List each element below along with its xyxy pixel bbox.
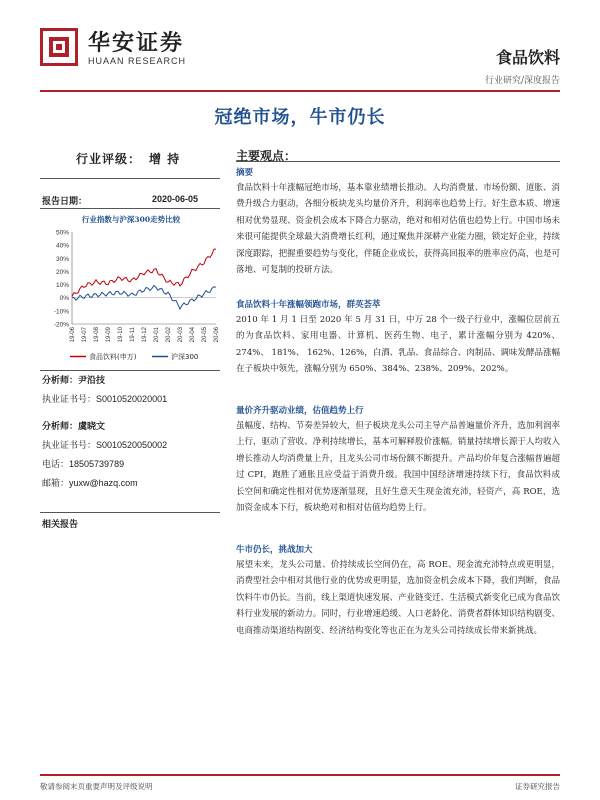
phone-number: 18505739789	[69, 459, 125, 469]
left-divider	[40, 370, 220, 371]
y-tick-label: 0%	[59, 295, 69, 303]
x-tick-label: 20-01	[154, 327, 160, 343]
summary-heading: 摘要	[236, 168, 254, 178]
report-date-label: 报告日期：	[42, 197, 88, 207]
cert-number: S0010520050002	[96, 440, 168, 450]
y-tick-label: 40%	[55, 242, 69, 250]
footer-label: 证券研究报告	[515, 782, 560, 791]
left-divider	[40, 208, 220, 209]
section-paragraph: 展望未来，龙头公司量、价持续成长空间仍在，高 ROE、现金流充沛特点或更明显，消费型社会中相对其他行业的优势或更明显，选加资金机会成本下降，我们判断，食品饮料牛市仍长。当前，线上渠道快速发展、产业链变迁、生活模式新变化已成为食品饮料行业发展的新动力。同时，行业增速趋缓、人口老龄化、消费者群体知识结构剧变、电商推动渠道结构剧变、经济结构变化等也正在为龙头公司持续成长带来新挑战。	[236, 560, 560, 636]
email-label: 邮箱：	[42, 479, 70, 489]
industry-rating	[76, 150, 180, 167]
analyst-label: 分析师：	[42, 422, 79, 432]
cert-label: 执业证书号：	[42, 441, 97, 451]
chart-title: 行业指数与沪深300走势比较	[81, 215, 181, 224]
x-tick-label: 20-05	[202, 327, 208, 343]
y-tick-label: -10%	[53, 308, 69, 316]
analyst-name: 尹沿技	[78, 376, 106, 386]
y-tick-label: 30%	[55, 255, 69, 263]
cert-number: S0010520020001	[96, 394, 168, 404]
y-tick-label: 20%	[55, 268, 69, 276]
analyst-name: 虞晓文	[78, 422, 106, 432]
legend-label: 食品饮料(申万)	[89, 353, 137, 361]
header-divider	[40, 90, 560, 92]
brand-english: HUAAN RESEARCH	[88, 56, 187, 66]
y-tick-label: 10%	[55, 282, 69, 290]
index-comparison-chart	[40, 226, 222, 364]
logo-icon	[40, 28, 78, 66]
summary-paragraph: 食品饮料十年涨幅冠绝市场，基本靠业绩增长推动。人均消费量、市场份额、道胀、消费升级合力驱动，各细分板块龙头均量价齐升，利润率也趋势上行。好生意本质、增速相对优势显现、资金机会成本下降合力驱动，绝对和相对估值也趋势上行。中国市场未来很可能提供全球最大消费增长红利，通过聚焦并深耕产业能力圈，锁定好企业，持续深度跟踪，把握重要趋势与变化，伴随企业成长，获得高回报率的胜率应仍高，也是可落地、可复制的投研方法。	[236, 183, 560, 276]
x-tick-label: 20-04	[190, 327, 196, 343]
related-reports-heading: 相关报告	[42, 520, 79, 530]
analyst-2	[42, 418, 167, 493]
y-tick-label: -20%	[53, 321, 69, 329]
footer-divider	[40, 774, 560, 776]
cert-label: 执业证书号：	[42, 395, 97, 405]
x-tick-label: 19-08	[94, 327, 100, 343]
main-points-heading: 主要观点：	[236, 149, 297, 163]
y-tick-label: 50%	[55, 229, 69, 237]
rating-value: 增 持	[149, 152, 181, 166]
x-tick-label: 19-10	[118, 327, 124, 343]
x-tick-label: 19-11	[130, 327, 136, 342]
series-line	[72, 249, 216, 296]
rating-label: 行业评级：	[76, 152, 142, 166]
left-divider	[40, 178, 220, 179]
x-tick-label: 19-12	[142, 327, 148, 343]
x-tick-label: 19-09	[106, 327, 112, 343]
sector-label: 食品饮料	[495, 48, 560, 67]
section-paragraph: 虽幅度、结构、节奏差异较大，但子板块龙头公司主导产品普遍量价齐升，选加利润率上行，驱动了营收、净利持续增长，基本可解释股价涨幅。销量持续增长源于人均收入增长推动人均消费量上升，且龙头公司市场份额不断提升。产品均价年复合涨幅普遍超过 CPI，跑胜了通胀且应受益于消费升级。我国中国经济增速持续下行，食品饮料成长空间和确定性相对优势逐渐显现，且好生意天生现金流充沛，轻资产，高 ROE，选加资金成本下行，板块绝对和相对估值均趋势上行。	[236, 421, 560, 514]
section-heading: 量价齐升驱动业绩，估值趋势上行	[236, 406, 364, 416]
main-divider	[236, 161, 560, 162]
section-heading: 食品饮料十年涨幅领跑市场，群英荟萃	[236, 300, 381, 310]
x-tick-label: 20-02	[166, 327, 172, 343]
analyst-1	[42, 372, 167, 409]
brand-name: 华安证券	[88, 30, 185, 56]
section-paragraph: 2010 年 1 月 1 日至 2020 年 5 月 31 日，中万 28 个一级子行业中，涨幅位居前五的为食品饮料、家用电器、计算机、医药生物、电子，累计涨幅分别为 420%、 274%、 181%、 162%、126%，白酒、乳品、食品综合、肉制品、调味发酵品涨幅在子板块中领先，涨幅分别为 650%、384%、238%、209%、202%。	[236, 315, 560, 375]
left-divider	[40, 512, 220, 513]
phone-label: 电话：	[42, 460, 70, 470]
x-tick-label: 19-07	[82, 327, 88, 343]
footer-disclaimer: 敬请参阅末页重要声明及评级说明	[40, 782, 153, 791]
analyst-label: 分析师：	[42, 376, 79, 386]
email-link[interactable]: yuxw@hazq.com	[69, 478, 138, 488]
section-heading: 牛市仍长，挑战加大	[236, 545, 313, 555]
series-line	[72, 286, 216, 310]
legend-label: 沪深300	[171, 353, 199, 361]
x-tick-label: 19-06	[70, 327, 76, 343]
x-tick-label: 20-06	[214, 327, 220, 343]
report-type: 行业研究/深度报告	[484, 76, 560, 86]
page-title: 冠绝市场，牛市仍长	[214, 107, 386, 128]
report-date-value: 2020-06-05	[152, 194, 199, 204]
x-tick-label: 20-03	[178, 327, 184, 343]
